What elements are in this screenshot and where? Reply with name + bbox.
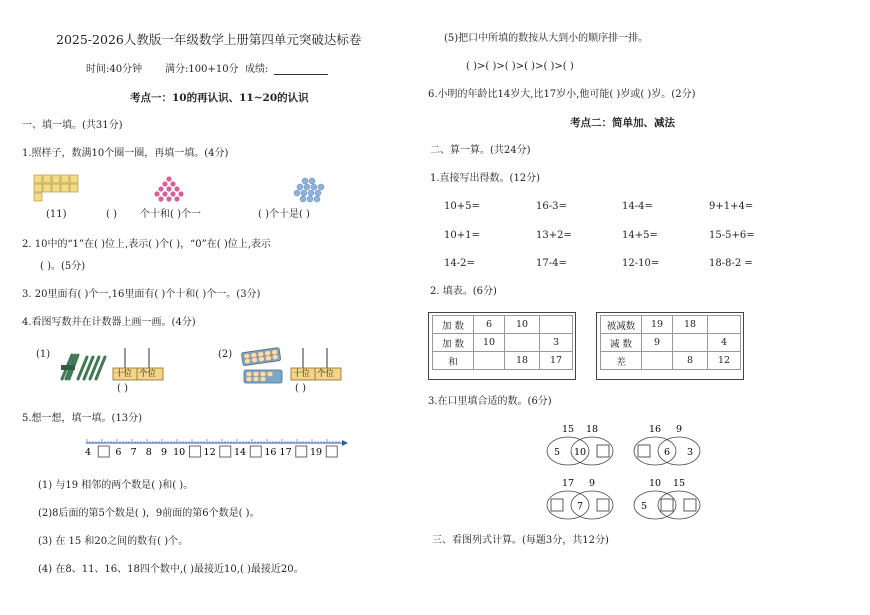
abacus-1-ones-label: 个位 [139,369,157,379]
venn-number: 5 [553,447,561,458]
q3b-text: 3.在口里填合适的数。(6分) [428,396,552,407]
ruler-blank-box[interactable] [250,446,261,457]
venn-group-3 [544,478,616,522]
calc-item[interactable]: 10+1= [444,230,480,241]
ruler-number: 12 [203,447,216,458]
table-cell: 10 [474,334,505,352]
abacus-2-ones-label: 个位 [317,369,335,379]
ruler-blank-box[interactable] [326,446,337,457]
heart-triangle-image [155,176,183,202]
section2-heading: 二、算一算。(共24分) [430,145,531,156]
table-row [601,352,741,370]
ruler-number: 7 [130,447,137,458]
q1-label-b[interactable]: ( ) [106,209,117,220]
table-row-header: 加 数 [433,334,474,352]
q2-line1[interactable]: 2. 10中的“1”在( )位上,表示( )个( )，“0”在( )位上,表示 [22,239,271,250]
point1-heading: 考点一：10的再认识、11~20的认识 [130,92,309,104]
venn-top-number: 17 [561,478,575,489]
calc-item[interactable]: 15-5+6= [709,230,755,241]
q4-text: 4.看图写数并在计数器上画一画。(4分) [22,317,196,328]
q1-label-d[interactable]: ( )个十是( ) [258,209,310,220]
table-cell[interactable] [642,352,673,370]
venn-blank-box[interactable] [638,445,650,457]
venn-number: 5 [640,501,648,512]
table-row-header: 被减数 [601,316,642,334]
table-row [601,316,741,334]
calc-item[interactable]: 17-4= [536,258,567,269]
table-row-header: 差 [601,352,642,370]
q5-order-row[interactable]: ( )>( )>( )>( )>( )>( ) [466,61,574,72]
abacus-1-tens-label: 十位 [115,369,133,379]
venn-group-2 [631,424,703,468]
venn-blank-box[interactable] [597,445,609,457]
venn-top-number: 15 [672,478,686,489]
ruler-blank-box[interactable] [220,446,231,457]
calc-item[interactable]: 14-4= [622,201,653,212]
abacus-1-answer[interactable]: ( ) [117,383,128,394]
ruler-number: 19 [309,447,323,458]
addition-table [432,315,573,370]
venn-number: 6 [663,447,671,458]
ruler-number: 10 [173,447,186,458]
section3-heading: 三、看图列式计算。(每题3分，共12分) [432,535,609,546]
table-cell[interactable] [505,334,540,352]
ruler-number: 14 [233,447,247,458]
q2-line2[interactable]: ( )。(5分) [40,261,86,272]
table-row [601,334,741,352]
q1-text: 1.照样子，数满10个圈一圈，再填一填。(4分) [22,148,229,159]
calc-item[interactable]: 18-8-2 = [709,258,753,269]
table-row-header: 加 数 [433,316,474,334]
point2-heading: 考点二：简单加、减法 [570,117,675,129]
venn-number: 3 [686,447,694,458]
ruler-number: 17 [279,447,292,458]
fill-table-text: 2. 填表。(6分) [430,286,497,297]
venn-blank-box[interactable] [597,499,609,511]
venn-top-number: 9 [675,424,683,435]
cube-grid-image [34,175,84,201]
venn-blank-box[interactable] [551,499,563,511]
q4-part1-label: (1) [36,349,51,360]
table-cell: 9 [642,334,673,352]
ruler-blank-box[interactable] [296,446,307,457]
ruler-blank-box[interactable] [98,446,109,457]
q6-text[interactable]: 6.小明的年龄比14岁大,比17岁小,他可能( )岁或( )岁。(2分) [428,89,696,100]
q5-text: 5.想一想，填一填。(13分) [22,413,143,424]
subtraction-table [600,315,741,370]
table-cell: 12 [708,352,741,370]
q3-text[interactable]: 3. 20里面有( )个一,16里面有( )个十和( )个一。(3分) [22,289,261,300]
ruler-number: 9 [160,447,168,458]
table-row [433,352,573,370]
calc-item[interactable]: 12-10= [622,258,660,269]
calc-text: 1.直接写出得数。(12分) [430,173,541,184]
table-cell: 18 [673,316,708,334]
venn-top-number: 16 [648,424,662,435]
table-row [433,334,573,352]
table-cell: 8 [673,352,708,370]
result-blank[interactable] [274,74,328,75]
q5-sub5: (5)把口中所填的数按从大到小的顺序排一排。 [444,33,649,44]
table-cell: 10 [505,316,540,334]
bundle-sticks-image [58,352,108,382]
section1-heading: 一、填一填。(共31分) [22,120,123,131]
table-cell: 17 [540,352,573,370]
calc-item[interactable]: 13+2= [536,230,572,241]
ruler-number: 6 [115,447,122,458]
q5-sub2[interactable]: (2)8后面的第5个数是( )，9前面的第6个数是( )。 [38,508,260,519]
q4-part2-label: (2) [218,349,233,360]
calc-item[interactable]: 10+5= [444,201,480,212]
table-cell[interactable] [708,316,741,334]
calc-item[interactable]: 9+1+4= [709,201,754,212]
venn-top-number: 9 [588,478,596,489]
egg-trays-image [238,346,286,386]
venn-group-4 [631,478,703,522]
venn-top-number: 10 [648,478,662,489]
q5-sub3[interactable]: (3) 在 15 和20之间的数有( )个。 [38,536,189,547]
abacus-2-answer[interactable]: ( ) [295,383,306,394]
bubble-cluster-image [294,178,324,202]
q5-sub4[interactable]: (4) 在8、11、16、18四个数中,( )最接近10,( )最接近20。 [38,564,304,575]
page-title: 2025-2026人教版一年级数学上册第四单元突破达标卷 [56,32,362,47]
calc-item[interactable]: 14+5= [622,230,658,241]
abacus-2-tens-label: 十位 [293,369,311,379]
venn-top-number: 18 [585,424,599,435]
table-cell: 4 [708,334,741,352]
ruler-number: 4 [84,447,92,458]
venn-group-1 [544,424,616,468]
venn-top-number: 15 [561,424,575,435]
venn-blank-box[interactable] [684,499,696,511]
score-info: 满分:100+10分 [165,64,239,75]
table-cell[interactable] [540,316,573,334]
venn-number: 10 [573,447,587,458]
table-cell: 19 [642,316,673,334]
calc-item[interactable]: 14-2= [444,258,475,269]
calc-item[interactable]: 16-3= [536,201,567,212]
table-cell[interactable] [474,352,505,370]
table-row [433,316,573,334]
q5-sub1[interactable]: (1) 与19 相邻的两个数是( )和( )。 [38,480,194,491]
table-cell: 6 [474,316,505,334]
venn-number: 7 [576,501,584,512]
table-cell: 18 [505,352,540,370]
table-row-header: 和 [433,352,474,370]
table-cell: 3 [540,334,573,352]
number-line [84,438,350,464]
result-info: 成绩: [245,64,269,75]
venn-blank-box[interactable] [661,499,673,511]
ruler-number: 16 [264,447,277,458]
q1-label-a: (11) [46,209,67,220]
q1-label-c[interactable]: 个十和( )个一 [140,209,201,220]
table-row-header: 减 数 [601,334,642,352]
time-info: 时间:40分钟 [86,64,143,75]
ruler-blank-box[interactable] [189,446,200,457]
ruler-number: 8 [145,447,152,458]
table-cell[interactable] [673,334,708,352]
